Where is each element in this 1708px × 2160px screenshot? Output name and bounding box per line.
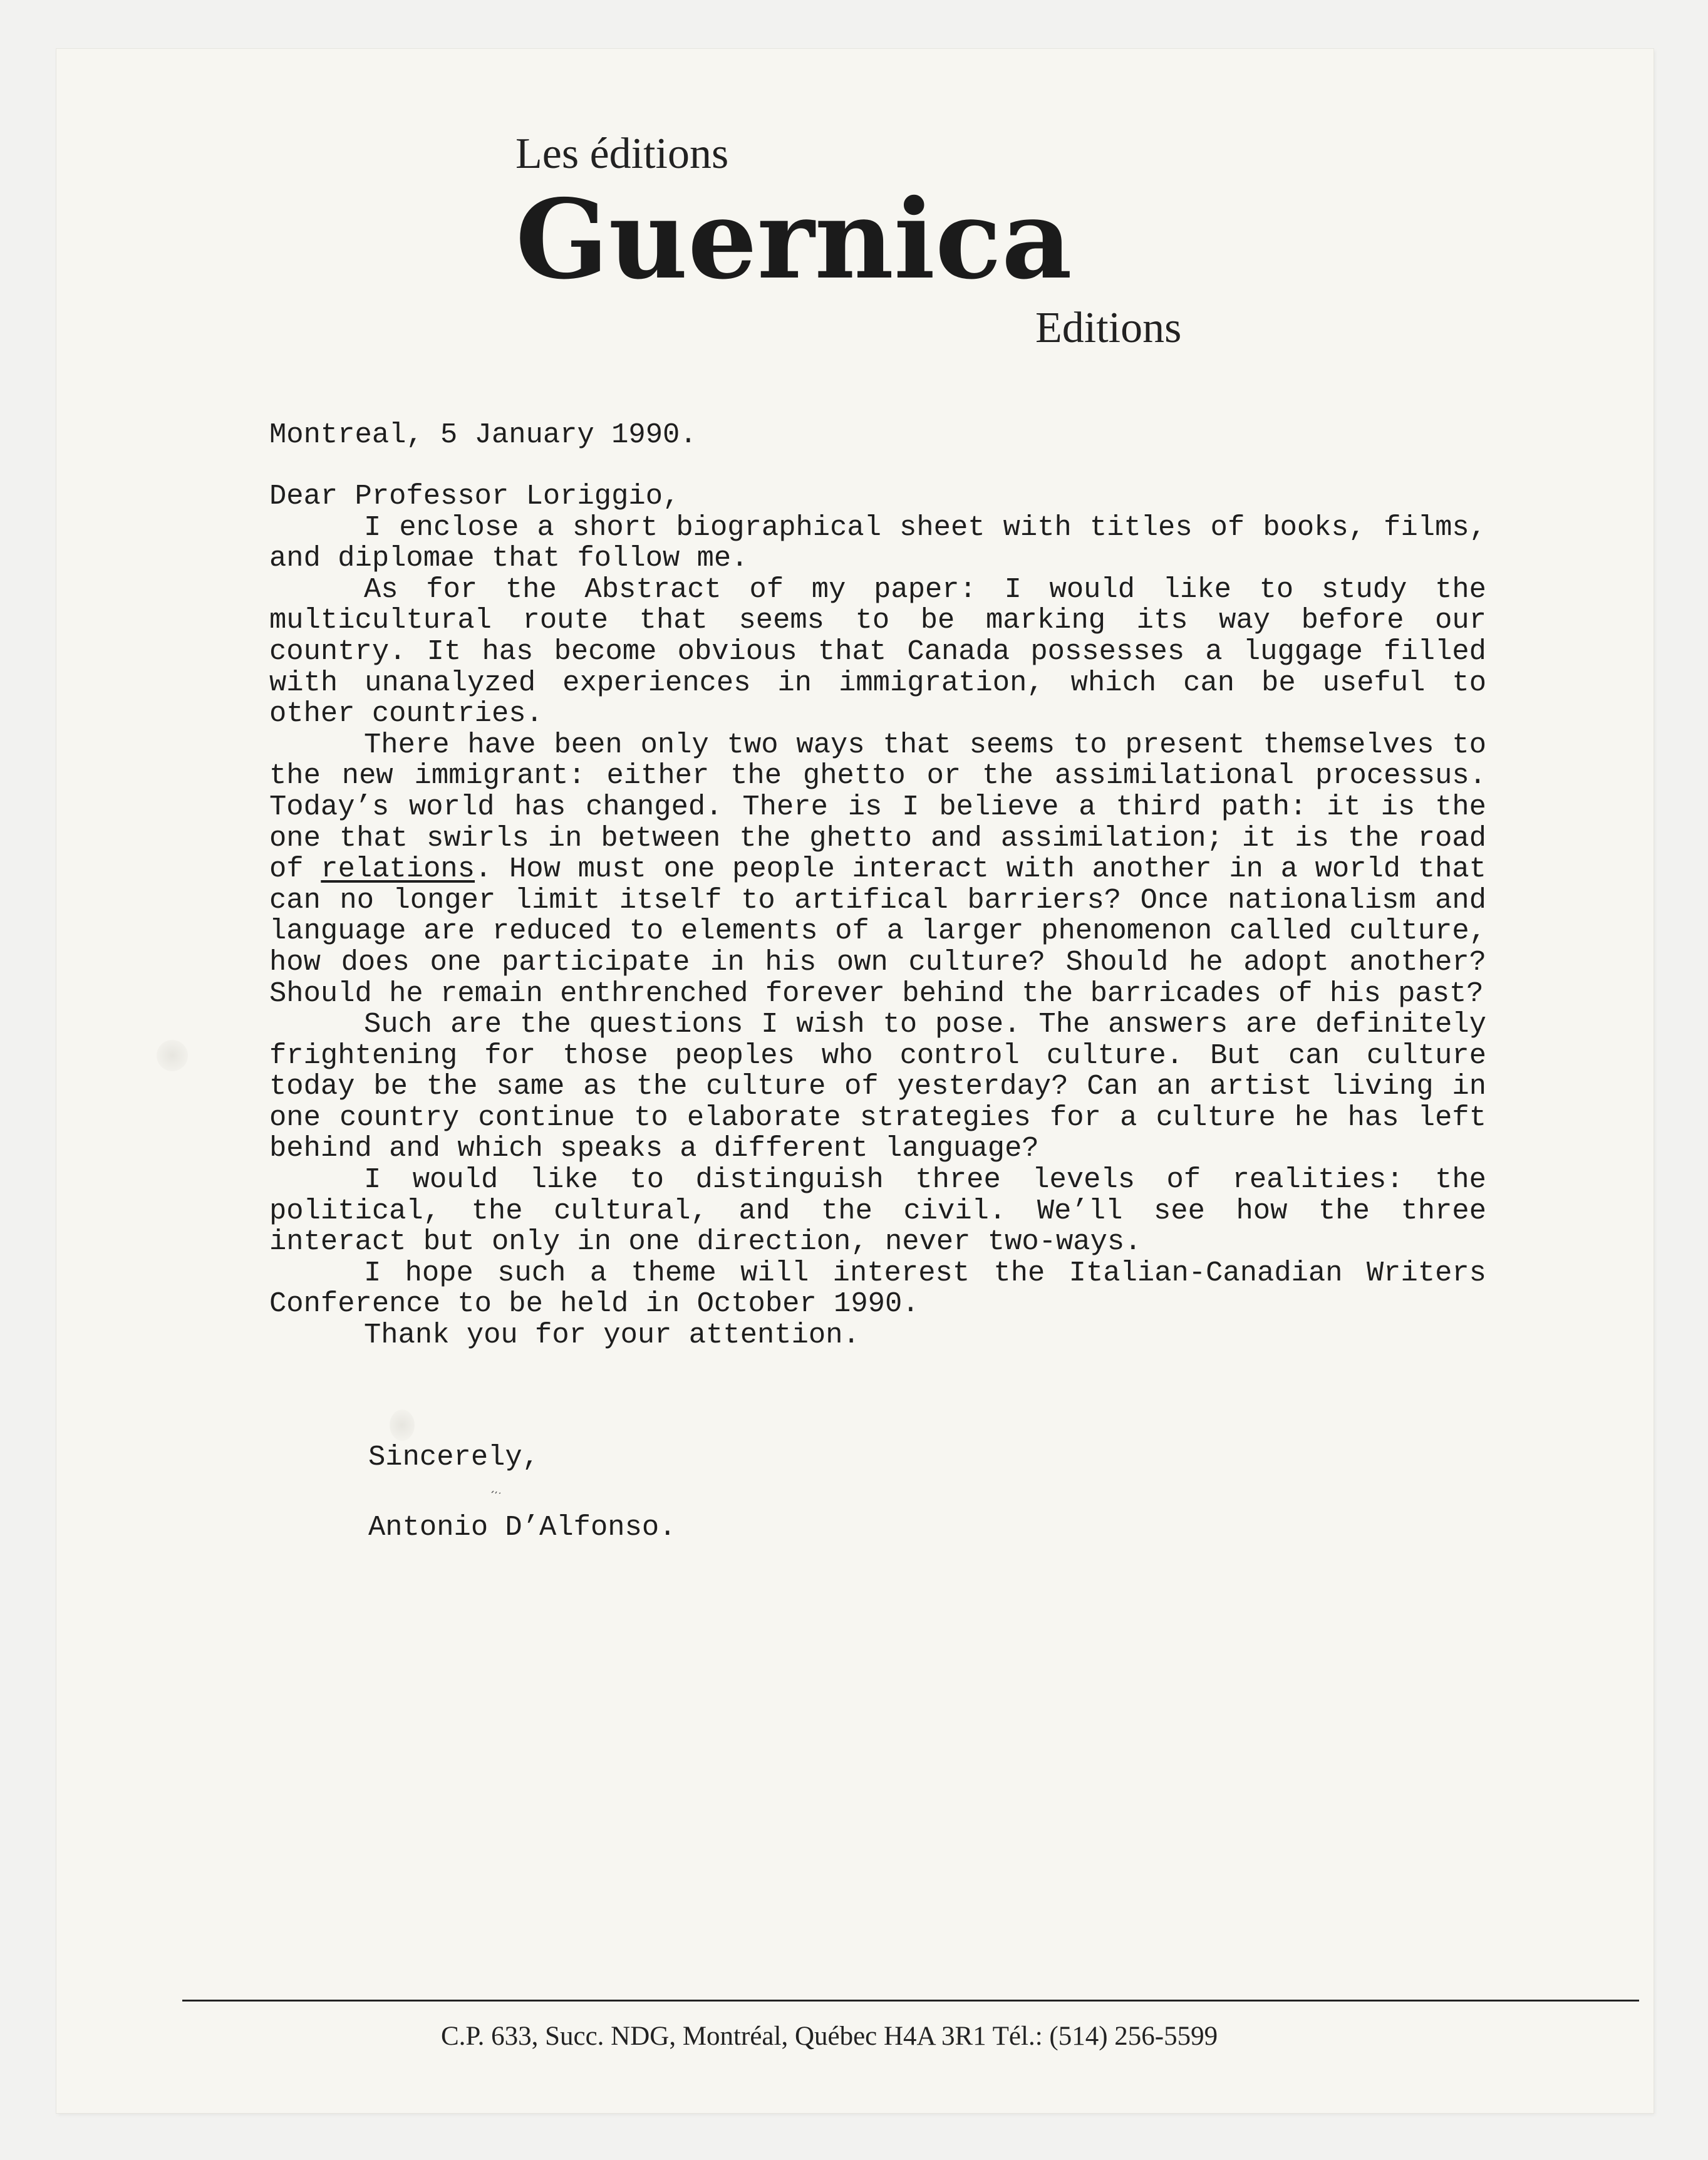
underlined-word: relations bbox=[321, 853, 475, 886]
paragraph bbox=[269, 730, 1486, 1009]
paragraph-text: There have been only two ways that seems to present themselves to the new immigrant: either the ghetto or the assimilational processus. Today’s world has changed. There is I believe a third path: it is the one that swirls in between the ghetto and assimilation; it is the road of bbox=[269, 728, 1486, 886]
paper-smudge bbox=[157, 1040, 188, 1071]
letterhead-suffix: Editions bbox=[1035, 304, 1182, 352]
footer-address: C.P. 633, Succ. NDG, Montréal, Québec H4A 3R1 Tél.: (514) 256-5599 bbox=[441, 2022, 1218, 2051]
signer-name: Antonio D’Alfonso. bbox=[368, 1511, 676, 1544]
date-line: Montreal, 5 January 1990. bbox=[269, 418, 697, 451]
paragraph: Thank you for your attention. bbox=[364, 1319, 860, 1352]
paragraph: I hope such a theme will interest the Italian-Canadian Writers Conference to be held in October 1990. bbox=[269, 1256, 1486, 1321]
letter-body bbox=[269, 481, 1486, 1351]
closing: Sincerely, bbox=[368, 1441, 540, 1473]
paragraph: Such are the questions I wish to pose. The answers are definitely frightening for those peoples who control culture. But can culture today be the same as the culture of yesterday? Can an artist living in one country continue to elaborate strategies for a culture he has left behind and which speaks a different language? bbox=[269, 1008, 1486, 1165]
paragraph: I would like to distinguish three levels of realities: the political, the cultural, and the civil. We’ll see how the three interact but only in one direction, never two-ways. bbox=[269, 1163, 1486, 1259]
footer-rule bbox=[182, 2000, 1639, 2002]
paper-smudge bbox=[390, 1410, 415, 1441]
salutation: Dear Professor Loriggio, bbox=[269, 480, 680, 512]
paragraph: As for the Abstract of my paper: I would like to study the multicultural route that seems to be marking its way before our country. It has become obvious that Canada possesses a luggage filled with unanalyzed experiences in immigration, which can be useful to other countries. bbox=[269, 573, 1486, 730]
paragraph-text: . How must one people interact with another in a world that can no longer limit itself to artifical barriers? Once nationalism and language are reduced to elements of a larger phenomenon called culture, how does one participate in his own culture? Should he adopt another? Should he remain enthrenched forever behind the barricades of his past? bbox=[269, 853, 1486, 1010]
letterhead-logo: Guernica bbox=[515, 176, 1072, 304]
letterhead-prefix: Les éditions bbox=[515, 130, 729, 178]
letter-page bbox=[56, 49, 1654, 2113]
paragraph: I enclose a short biographical sheet with titles of books, films, and diplomae that follow me. bbox=[269, 511, 1486, 575]
signature-mark bbox=[491, 1489, 504, 1495]
